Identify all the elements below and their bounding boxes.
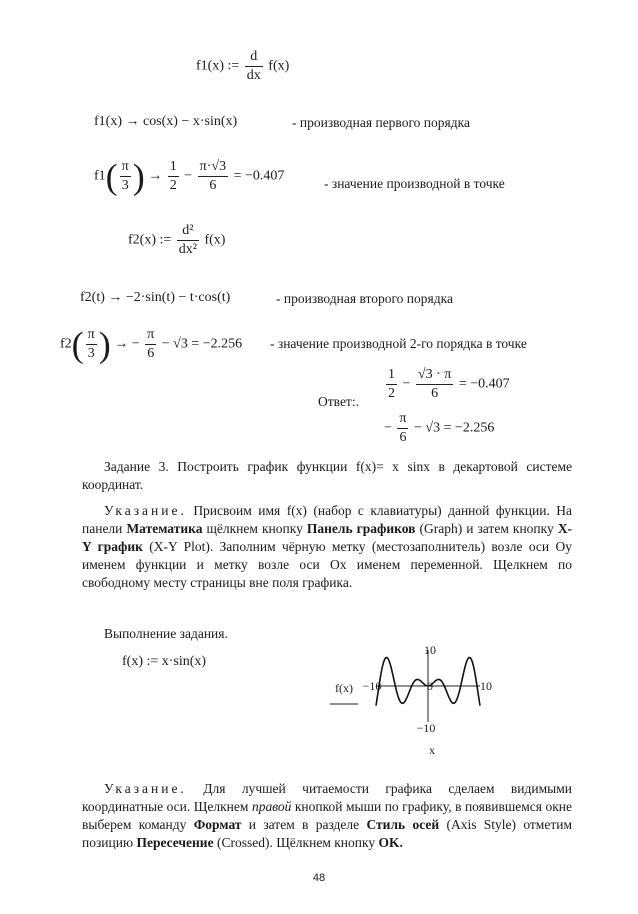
hint1-bold-math: Математика bbox=[126, 521, 203, 536]
paren-open: ( bbox=[105, 156, 118, 197]
eq3-fn: f1 bbox=[94, 168, 106, 184]
ans2-result: − √3 = −2.256 bbox=[413, 420, 495, 436]
eq3-f1-num: 1 bbox=[168, 158, 179, 177]
eq6-arg-num: π bbox=[86, 326, 97, 345]
x-tick-label: 0 bbox=[427, 679, 433, 693]
eq6-arrow: → − bbox=[114, 336, 140, 352]
ans1-num2: √3 · π bbox=[416, 366, 453, 385]
hint2-paragraph bbox=[82, 780, 572, 852]
eq3-frac1 bbox=[168, 158, 179, 195]
x-tick-label: 10 bbox=[480, 679, 492, 693]
eq-first-derivative-value bbox=[94, 158, 284, 195]
ans2-num: π bbox=[397, 410, 408, 429]
eq3-frac2 bbox=[198, 158, 228, 195]
ans1-den2: 6 bbox=[431, 386, 439, 401]
eq3-note: - значение производной в точке bbox=[324, 176, 505, 191]
x-axis-label: x bbox=[429, 743, 435, 757]
hint2-text-2: кнопкой мыши по графику, в появившемся окне выберем команду bbox=[82, 799, 573, 832]
eq6-fn: f2 bbox=[60, 336, 72, 352]
hint2-bold-ok: OK. bbox=[378, 835, 403, 850]
ans1-den1: 2 bbox=[388, 386, 395, 401]
hint1-bold-xy: X-Y график bbox=[82, 521, 573, 554]
hint2-bold-format: Формат bbox=[193, 817, 242, 832]
paren-open: ( bbox=[71, 324, 84, 365]
hint2-text-5: (Crossed). Щёлкнем кнопку bbox=[216, 835, 376, 850]
eq3-result: = −0.407 bbox=[233, 168, 285, 184]
eq4-rhs: f(x) bbox=[204, 232, 226, 248]
eq-first-derivative-def bbox=[196, 48, 289, 85]
eq2-expr: f1(x) → cos(x) − x·sin(x) bbox=[94, 114, 238, 129]
eq5-note: - производная второго порядка bbox=[276, 291, 453, 306]
hint1-paragraph bbox=[82, 502, 572, 592]
x-tick-label: −10 bbox=[362, 679, 382, 693]
hint1-text-1: Присвоим имя f(x) (набор с клавиатуры) данной функции. На панели bbox=[82, 503, 573, 536]
task3-function: f(x)= x sinx bbox=[355, 459, 430, 474]
exec-label: Выполнение задания. bbox=[104, 626, 228, 641]
hint2-text-1: Для лучшей читаемости графика сделаем видимыми координатные оси. Щелкнем bbox=[82, 781, 573, 814]
page-number: 48 bbox=[312, 872, 326, 884]
eq6-arg bbox=[86, 326, 97, 363]
eq4-den: dx² bbox=[178, 242, 197, 257]
eq1-fraction bbox=[245, 48, 263, 85]
function-definition: f(x) := x·sin(x) bbox=[122, 654, 207, 669]
eq1-num: d bbox=[245, 48, 263, 67]
xy-plot-svg[interactable] bbox=[320, 640, 510, 760]
eq1-lhs: f1(x) := bbox=[196, 58, 240, 74]
xy-plot[interactable] bbox=[320, 640, 510, 760]
answer-line-1 bbox=[384, 366, 510, 403]
task3-text-end: в декартовой системе координат. bbox=[82, 459, 572, 492]
task3-paragraph bbox=[82, 458, 572, 494]
hint1-text-2: щёлкнем кнопку bbox=[206, 521, 303, 536]
eq-second-derivative-value bbox=[60, 326, 242, 363]
eq-second-derivative-result bbox=[80, 290, 230, 306]
eq3-minus: − bbox=[184, 168, 193, 184]
eq5-expr: f2(t) → −2·sin(t) − t·cos(t) bbox=[80, 290, 231, 305]
hint2-text-4: (Axis Style) отметим позицию bbox=[82, 817, 573, 850]
eq3-arg bbox=[120, 158, 131, 195]
y-axis-label: f(x) bbox=[335, 681, 353, 695]
eq-first-derivative-result bbox=[94, 114, 237, 130]
eq6-note: - значение производной 2-го порядка в точке bbox=[270, 336, 527, 351]
ans1-frac1 bbox=[386, 366, 397, 403]
eq6-rest: − √3 = −2.256 bbox=[161, 336, 243, 352]
eq-second-derivative-def bbox=[128, 222, 225, 259]
eq3-arg-den: 3 bbox=[121, 178, 129, 193]
hint2-text-3: и затем в разделе bbox=[248, 817, 360, 832]
eq2-note: - производная первого порядка bbox=[292, 115, 470, 130]
ans1-result: = −0.407 bbox=[458, 376, 510, 392]
eq1-rhs: f(x) bbox=[268, 58, 290, 74]
answer-line-2 bbox=[384, 410, 494, 447]
eq6-f-num: π bbox=[145, 326, 156, 345]
eq6-arg-den: 3 bbox=[87, 346, 95, 361]
hint1-text-3: (Graph) и затем кнопку bbox=[419, 521, 554, 536]
hint1-text-4: (X-Y Plot). Заполним чёрную метку (местозаполнитель) возле оси Оу именем функции и метку возле оси Ох именем переменной. Щелкнем по свободному месту страницы вне поля графика. bbox=[82, 539, 572, 590]
eq3-f2-den: 6 bbox=[209, 178, 217, 193]
ans1-minus: − bbox=[402, 376, 411, 392]
paren-close: ) bbox=[98, 324, 111, 365]
task3-text: Задание 3. Построить график функции bbox=[104, 459, 348, 474]
hint2-bold-crossed: Пересечение bbox=[136, 835, 214, 850]
y-tick-label: 10 bbox=[424, 643, 436, 657]
hint2-italic-right: правой bbox=[251, 799, 292, 814]
eq6-f-den: 6 bbox=[147, 346, 155, 361]
y-tick-label: −10 bbox=[416, 721, 436, 735]
hint1-label: Указание. bbox=[104, 503, 187, 518]
eq3-arrow: → bbox=[148, 168, 163, 184]
hint2-bold-axis-style: Стиль осей bbox=[366, 817, 440, 832]
answer-label: Ответ:. bbox=[318, 394, 359, 409]
eq3-arg-num: π bbox=[120, 158, 131, 177]
ans1-num1: 1 bbox=[386, 366, 397, 385]
eq4-fraction bbox=[177, 222, 199, 259]
ans2-minus: − bbox=[384, 420, 392, 436]
eq3-f1-den: 2 bbox=[169, 178, 177, 193]
ans2-frac bbox=[397, 410, 408, 447]
eq4-num: d² bbox=[177, 222, 199, 241]
eq3-f2-num: π·√3 bbox=[198, 158, 228, 177]
eq4-lhs: f2(x) := bbox=[128, 232, 172, 248]
hint1-bold-graph-panel: Панель графиков bbox=[306, 521, 416, 536]
eq6-frac bbox=[145, 326, 156, 363]
hint2-label: Указание. bbox=[104, 781, 187, 796]
ans2-den: 6 bbox=[399, 430, 407, 445]
ans1-frac2 bbox=[416, 366, 453, 403]
eq1-den: dx bbox=[246, 68, 261, 83]
paren-close: ) bbox=[132, 156, 145, 197]
